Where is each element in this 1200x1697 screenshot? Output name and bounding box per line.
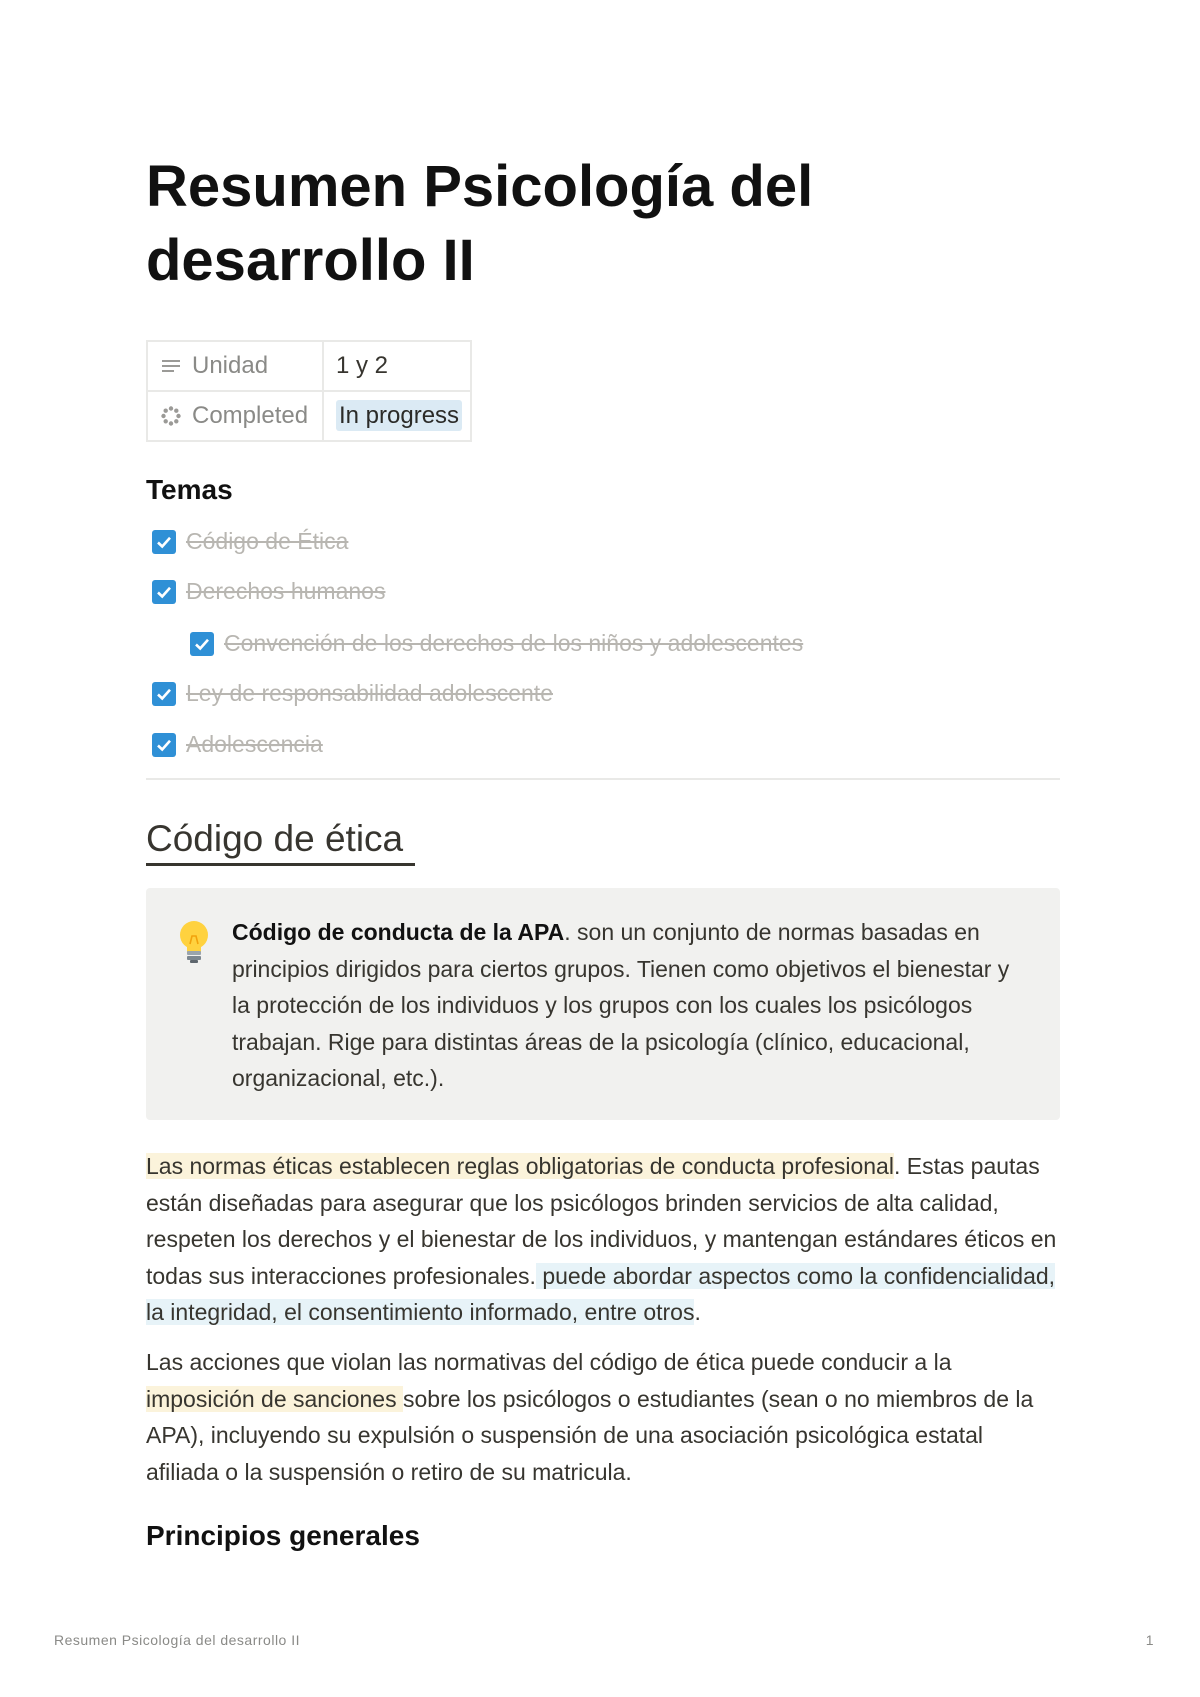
paragraph: [146, 1148, 1060, 1331]
paragraph-text: sobre los psicólogos o estudiantes (sean o no miembros de la APA), incluyendo su expulsión o suspensión de una asociación psicológica estatal afiliada o la suspensión o retiro de su matricula.: [146, 1385, 1034, 1485]
todo-label: Ley de responsabilidad adolescente: [186, 680, 553, 706]
callout-body: . son un conjunto de normas basadas en principios dirigidos para ciertos grupos. Tienen como objetivos el bienestar y la protección de los individuos y los grupos con los cuales los psicólogos trabajan. Rige para distintas áreas de la psicología (clínico, educacional, organizacional, etc.).: [232, 919, 1010, 1091]
paragraph: [146, 1344, 1060, 1490]
property-label: Unidad: [192, 352, 269, 379]
highlighted-text: puede abordar aspectos como la confidencialidad, la integridad, el consentimiento informado, entre otros: [146, 1262, 1056, 1325]
checkbox-checked-icon[interactable]: [152, 682, 176, 706]
text-lines-icon: [160, 355, 182, 377]
property-row-completed: [147, 391, 471, 441]
todo-item: [152, 731, 323, 758]
paragraph-text: .: [694, 1299, 701, 1325]
checkbox-checked-icon[interactable]: [190, 632, 214, 656]
todo-item: [152, 578, 385, 605]
todo-label: Derechos humanos: [186, 578, 386, 604]
todo-label: Código de Ética: [186, 528, 349, 554]
highlighted-text: Las normas éticas establecen reglas obligatorias de conducta profesional: [146, 1153, 894, 1179]
callout-box: [146, 888, 1060, 1120]
todo-item: [152, 680, 553, 707]
footer-title: Resumen Psicología del desarrollo II: [54, 1632, 301, 1648]
divider: [146, 778, 1060, 780]
lightbulb-icon: [174, 918, 214, 966]
status-badge: In progress: [336, 400, 462, 431]
todo-item: [152, 528, 348, 555]
subheading: Principios generales: [146, 1520, 420, 1551]
property-value-cell[interactable]: [323, 341, 471, 391]
checkbox-checked-icon[interactable]: [152, 733, 176, 757]
paragraph-text: . Estas pautas están diseñadas para asegurar que los psicólogos brinden servicios de alta calidad, respeten los derechos y el bienestar de los individuos, y mantengan estándares éticos en todas sus interacciones profesionales.: [146, 1153, 1057, 1289]
callout-text: [232, 914, 1032, 1097]
properties-table: [146, 340, 472, 442]
todo-label: Adolescencia: [186, 731, 323, 757]
property-label: Completed: [192, 402, 309, 429]
checkbox-checked-icon[interactable]: [152, 580, 176, 604]
highlighted-text: imposición de sanciones: [146, 1385, 403, 1412]
todo-label: Convención de los derechos de los niños y adolescentes: [224, 630, 804, 656]
property-value: 1 y 2: [336, 352, 389, 379]
page-title: Resumen Psicología del desarrollo II: [146, 154, 814, 293]
todo-item: [190, 630, 803, 657]
property-row-unidad: [147, 341, 471, 391]
paragraph-text: Las acciones que violan las normativas del código de ética puede conducir a la: [146, 1349, 952, 1375]
callout-bold: Código de conducta de la APA: [232, 919, 565, 945]
status-spinner-icon: [160, 405, 182, 427]
page-number: 1: [1145, 1632, 1154, 1648]
property-value-cell[interactable]: [323, 391, 471, 441]
section-heading: Código de ética: [146, 815, 415, 866]
checkbox-checked-icon[interactable]: [152, 530, 176, 554]
temas-heading: Temas: [146, 474, 233, 505]
